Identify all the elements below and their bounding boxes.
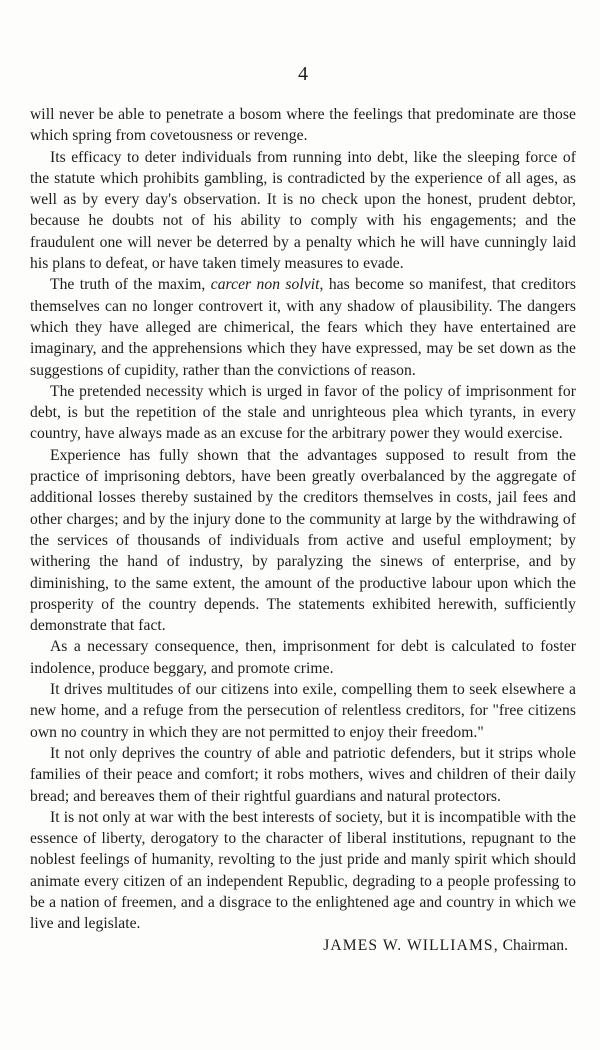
- paragraph-8: It not only deprives the country of able and patriotic defenders, but it strips whole families of their peace and comfort; it robs mothers, wives and children of their daily bread; and bereaves them of their rightful guardians and natural protectors.: [30, 744, 576, 805]
- signature-line: [30, 935, 576, 956]
- paragraph-4: The pretended necessity which is urged in favor of the policy of imprisonment for debt, is but the repetition of the stale and unrighteous plea which tyrants, in every country, have always made as an excuse for the arbitrary power they would exercise.: [30, 382, 576, 443]
- latin-maxim: carcer non solvit: [210, 276, 320, 294]
- signatory-name: JAMES W. WILLIAMS,: [323, 936, 499, 954]
- paragraph-6: As a necessary consequence, then, imprisonment for debt is calculated to foster indolence, produce beggary, and promote crime.: [30, 638, 576, 677]
- page-number: 4: [298, 63, 308, 85]
- body-text: [30, 104, 576, 935]
- paragraph-1: will never be able to penetrate a bosom where the feelings that predominate are those which spring from covetousness or revenge.: [30, 106, 576, 145]
- paragraph-7: It drives multitudes of our citizens into exile, compelling them to seek elsewhere a new home, and a refuge from the persecution of relentless creditors, for "free citizens own no country in which they are not permitted to enjoy their freedom.": [30, 681, 576, 741]
- paragraph-9: It is not only at war with the best interests of society, but it is incompatible with the essence of liberty, derogatory to the character of liberal institutions, repugnant to the noblest feelings of humanity, revolting to the just pride and manly spirit which should animate every citizen of an independent Republic, degrading to a people professing to be a nation of freemen, and a disgrace to the enlightened age and country in which we live and legislate.: [30, 808, 576, 933]
- paragraph-3: The truth of the maxim, carcer non solvit, has become so manifest, that creditors themselves can no longer controvert it, with any shadow of plausibility. The dangers which they have alleged are chimerical, the fears which they have entertained are imaginary, and the apprehensions which they have expressed, may be set down as the suggestions of cupidity, rather than the convictions of reason.: [30, 276, 576, 379]
- paragraph-2: Its efficacy to deter individuals from running into debt, like the sleeping force of the statute which prohibits gambling, is contradicted by the experience of all ages, as well as by every day's observation. It is no check upon the honest, prudent debtor, because he doubts not of his ability to comply with his engagements; and the fraudulent one will never be deterred by a penalty which he will have cunningly laid his plans to defeat, or have taken timely measures to evade.: [30, 148, 576, 273]
- signatory-title: Chairman.: [502, 936, 568, 954]
- paragraph-5: Experience has fully shown that the advantages supposed to result from the practice of imprisoning debtors, have been greatly overbalanced by the aggregate of additional losses thereby sustained by the creditors themselves in costs, jail fees and other charges; and by the injury done to the community at large by the withdrawing of the services of thousands of individuals from active and useful employment; by withering the hand of industry, by paralyzing the sinews of enterprise, and by diminishing, to the same extent, the amount of the productive labour upon which the prosperity of the country depends. The statements exhibited herewith, sufficiently demonstrate that fact.: [30, 446, 576, 635]
